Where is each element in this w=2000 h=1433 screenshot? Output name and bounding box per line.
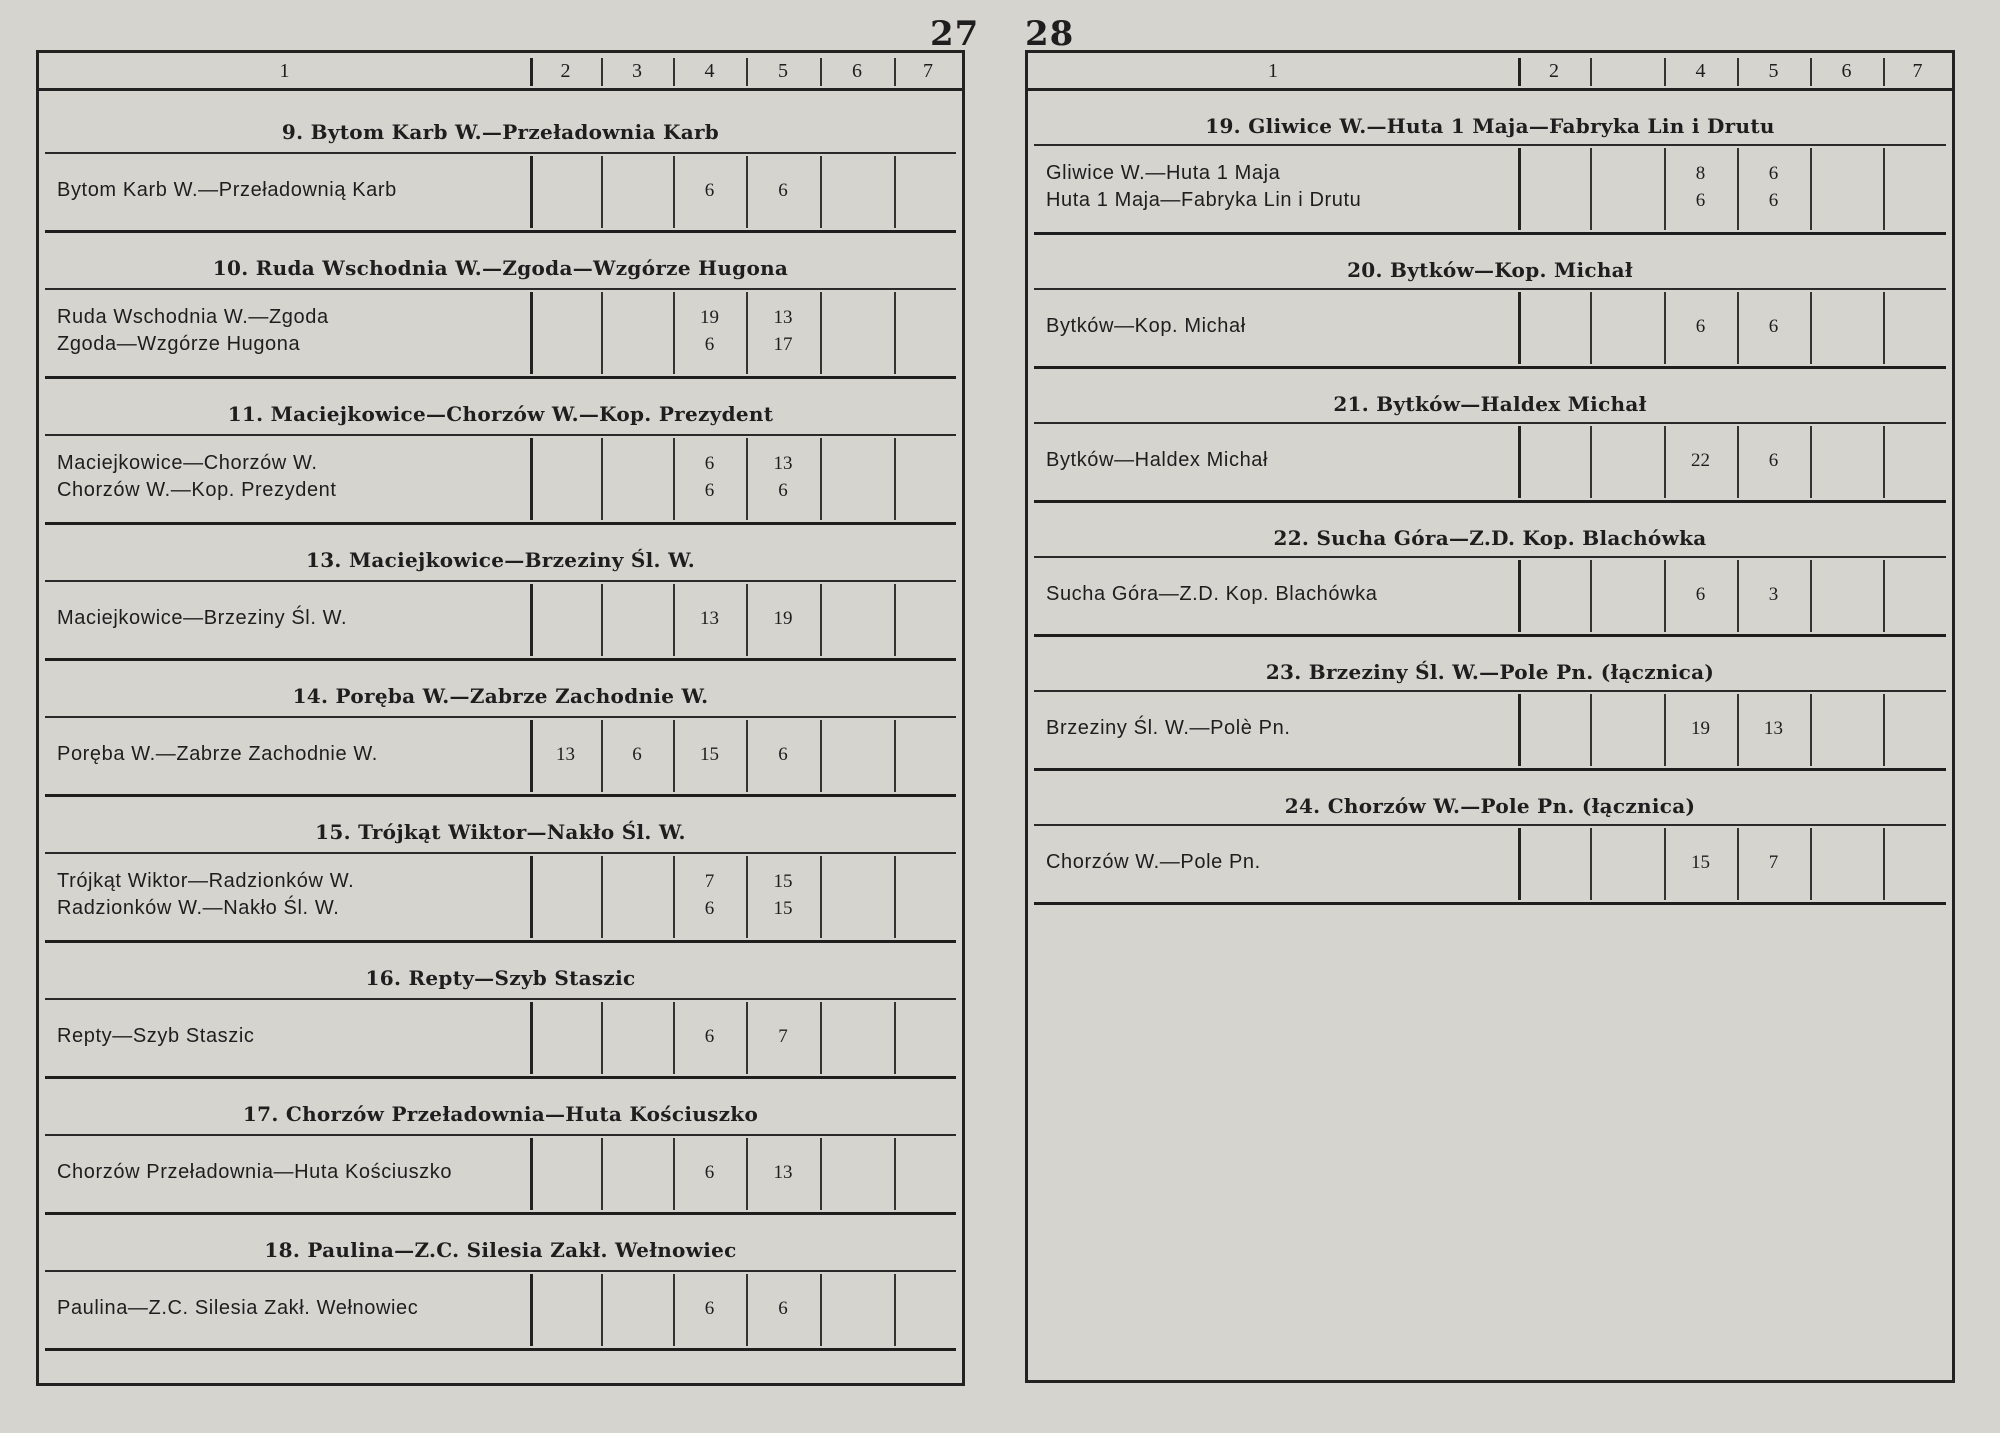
- header-divider: [601, 58, 603, 86]
- value-col4: 6: [704, 898, 715, 919]
- column-divider: [1883, 292, 1885, 364]
- section-bottom-rule: [1034, 634, 1946, 637]
- column-header-2: 2: [1549, 60, 1559, 82]
- column-divider: [1518, 828, 1521, 900]
- column-divider: [1810, 828, 1812, 900]
- column-divider: [894, 292, 896, 374]
- column-header-6: 6: [852, 60, 862, 82]
- section-rule: [1034, 556, 1946, 558]
- column-divider: [1590, 694, 1592, 766]
- column-divider: [530, 438, 533, 520]
- column-divider: [601, 1138, 603, 1210]
- column-divider: [820, 438, 822, 520]
- column-divider: [820, 1274, 822, 1346]
- value-col5: 13: [773, 307, 793, 328]
- section-bottom-rule: [45, 230, 956, 233]
- column-divider: [673, 438, 675, 520]
- route-segment: Ruda Wschodnia W.—Zgoda: [57, 306, 329, 328]
- column-divider: [673, 1274, 675, 1346]
- column-divider: [1590, 148, 1592, 230]
- column-divider: [820, 584, 822, 656]
- section-title: 13. Maciejkowice—Brzeziny Śl. W.: [306, 548, 695, 572]
- value-col4: 19: [700, 307, 719, 328]
- column-divider: [820, 856, 822, 938]
- section-rule: [1034, 144, 1946, 146]
- value-col4: 19: [1691, 717, 1710, 739]
- column-header-2: 2: [560, 60, 571, 82]
- route-segment: Poręba W.—Zabrze Zachodnie W.: [57, 742, 378, 765]
- value-col4: 6: [1695, 583, 1706, 605]
- value-col4: 6: [704, 453, 715, 474]
- section-title: 14. Poręba W.—Zabrze Zachodnie W.: [292, 684, 709, 708]
- column-divider: [1664, 426, 1666, 498]
- header-divider: [746, 58, 748, 86]
- column-divider: [1518, 694, 1521, 766]
- column-divider: [1810, 426, 1812, 498]
- column-divider: [1664, 148, 1666, 230]
- column-header-1: 1: [1268, 60, 1278, 82]
- column-divider: [746, 1002, 748, 1074]
- route-segment: Bytków—Kop. Michał: [1046, 314, 1246, 337]
- section-bottom-rule: [1034, 902, 1946, 905]
- route-segment: Chorzów Przeładownia—Huta Kościuszko: [57, 1160, 453, 1183]
- route-segment: Maciejkowice—Chorzów W.: [57, 452, 318, 474]
- route-segment: Chorzów W.—Kop. Prezydent: [57, 479, 337, 501]
- column-divider: [601, 856, 603, 938]
- column-divider: [601, 156, 603, 228]
- column-divider: [746, 856, 748, 938]
- column-divider: [673, 156, 675, 228]
- left-column-header: [39, 56, 962, 91]
- route-segment: Repty—Szyb Staszic: [57, 1024, 255, 1047]
- column-divider: [673, 584, 675, 656]
- column-divider: [894, 584, 896, 656]
- column-divider: [746, 1274, 748, 1346]
- value-col5: 19: [773, 607, 793, 629]
- value-col5: 13: [773, 453, 793, 474]
- route-segment: Radzionków W.—Nakło Śl. W.: [57, 897, 340, 919]
- column-divider: [1518, 560, 1521, 632]
- section-rule: [1034, 288, 1946, 290]
- value-col5: 15: [773, 871, 793, 892]
- column-divider: [530, 1274, 533, 1346]
- column-divider: [894, 1138, 896, 1210]
- header-divider: [820, 58, 822, 86]
- section-bottom-rule: [45, 1348, 956, 1351]
- value-col4: 8: [1695, 163, 1706, 184]
- column-divider: [1737, 292, 1739, 364]
- column-divider: [530, 720, 533, 792]
- route-segment: Brzeziny Śl. W.—Polè Pn.: [1046, 716, 1291, 739]
- column-header-5: 5: [1768, 60, 1779, 82]
- route-segment: Gliwice W.—Huta 1 Maja: [1046, 162, 1281, 184]
- route-segment: Paulina—Z.C. Silesia Zakł. Wełnowiec: [57, 1296, 419, 1319]
- route-segment: Zgoda—Wzgórze Hugona: [57, 333, 301, 355]
- value-col4: 13: [700, 607, 719, 629]
- section-title: 17. Chorzów Przeładownia—Huta Kościuszko: [242, 1102, 759, 1126]
- value-col4: 6: [704, 179, 715, 201]
- column-divider: [1590, 292, 1592, 364]
- value-col5: 6: [1768, 163, 1779, 184]
- column-divider: [530, 156, 533, 228]
- section-rule: [45, 716, 956, 718]
- value-col5: 6: [1768, 449, 1779, 471]
- section-rule: [45, 434, 956, 436]
- section-bottom-rule: [45, 658, 956, 661]
- route-segment: Maciejkowice—Brzeziny Śl. W.: [57, 606, 348, 629]
- column-divider: [1590, 828, 1592, 900]
- column-divider: [894, 1274, 896, 1346]
- section-bottom-rule: [45, 940, 956, 943]
- value-col4: 6: [704, 480, 715, 501]
- column-divider: [1518, 292, 1521, 364]
- value-col5: 17: [773, 334, 793, 355]
- section-bottom-rule: [1034, 500, 1946, 503]
- value-col5: 6: [778, 1297, 788, 1319]
- column-divider: [530, 292, 533, 374]
- column-divider: [1810, 148, 1812, 230]
- value-col4: 6: [704, 334, 715, 355]
- column-divider: [1737, 560, 1739, 632]
- column-divider: [530, 584, 533, 656]
- route-segment: Trójkąt Wiktor—Radzionków W.: [57, 870, 355, 892]
- route-segment: Sucha Góra—Z.D. Kop. Blachówka: [1046, 582, 1378, 605]
- value-col5: 13: [1764, 717, 1783, 739]
- section-rule: [1034, 690, 1946, 692]
- column-divider: [1664, 828, 1666, 900]
- column-divider: [820, 292, 822, 374]
- column-divider: [1810, 560, 1812, 632]
- section-rule: [45, 288, 956, 290]
- value-col4: 7: [704, 871, 715, 892]
- section-rule: [1034, 824, 1946, 826]
- column-header-1: 1: [279, 60, 290, 82]
- section-title: 10. Ruda Wschodnia W.—Zgoda—Wzgórze Hugona: [212, 256, 789, 280]
- section-title: 20. Bytków—Kop. Michał: [1347, 258, 1633, 282]
- section-rule: [45, 580, 956, 582]
- column-header-3: 3: [632, 60, 642, 82]
- header-divider: [530, 58, 533, 86]
- section-title: 15. Trójkąt Wiktor—Nakło Śl. W.: [315, 820, 686, 844]
- column-header-5: 5: [778, 60, 788, 82]
- route-segment: Bytków—Haldex Michał: [1046, 448, 1269, 471]
- column-divider: [1737, 148, 1739, 230]
- value-col2: 13: [556, 743, 575, 765]
- value-col4: 22: [1691, 449, 1710, 471]
- header-divider: [1883, 58, 1885, 86]
- column-divider: [601, 584, 603, 656]
- column-divider: [1883, 560, 1885, 632]
- value-col4: 6: [1695, 315, 1706, 337]
- value-col5: 6: [778, 480, 788, 501]
- left-page-table: [36, 50, 965, 1386]
- section-rule: [45, 852, 956, 854]
- column-divider: [894, 1002, 896, 1074]
- column-header-4: 4: [1695, 60, 1706, 82]
- column-divider: [1664, 560, 1666, 632]
- section-bottom-rule: [45, 1212, 956, 1215]
- column-header-4: 4: [704, 60, 715, 82]
- section-rule: [45, 998, 956, 1000]
- column-divider: [1664, 292, 1666, 364]
- column-divider: [746, 584, 748, 656]
- value-col5: 6: [1768, 190, 1779, 211]
- section-title: 24. Chorzów W.—Pole Pn. (łącznica): [1284, 794, 1696, 818]
- section-bottom-rule: [45, 376, 956, 379]
- column-divider: [1518, 426, 1521, 498]
- column-divider: [1810, 292, 1812, 364]
- value-col4: 6: [1695, 190, 1706, 211]
- header-divider: [1737, 58, 1739, 86]
- value-col5: 6: [778, 743, 788, 765]
- column-divider: [1810, 694, 1812, 766]
- section-bottom-rule: [1034, 232, 1946, 235]
- route-segment: Bytom Karb W.—Przeładownią Karb: [57, 178, 397, 201]
- header-divider: [673, 58, 675, 86]
- column-divider: [601, 438, 603, 520]
- column-divider: [746, 292, 748, 374]
- column-divider: [673, 292, 675, 374]
- column-divider: [530, 1002, 533, 1074]
- column-divider: [746, 438, 748, 520]
- header-divider: [1590, 58, 1592, 86]
- column-divider: [673, 720, 675, 792]
- section-title: 16. Repty—Szyb Staszic: [365, 966, 636, 990]
- value-col4: 15: [700, 743, 719, 765]
- column-divider: [894, 438, 896, 520]
- section-rule: [1034, 422, 1946, 424]
- column-divider: [673, 856, 675, 938]
- left-page-number: 27: [930, 14, 980, 54]
- column-divider: [1737, 426, 1739, 498]
- column-divider: [601, 1274, 603, 1346]
- column-divider: [746, 720, 748, 792]
- section-bottom-rule: [45, 522, 956, 525]
- column-divider: [601, 292, 603, 374]
- section-bottom-rule: [1034, 366, 1946, 369]
- column-divider: [894, 156, 896, 228]
- right-page-table: [1025, 50, 1955, 1383]
- header-divider: [894, 58, 896, 86]
- right-column-header: [1028, 56, 1952, 91]
- route-segment: Huta 1 Maja—Fabryka Lin i Drutu: [1046, 189, 1362, 211]
- header-divider: [1664, 58, 1666, 86]
- section-rule: [45, 1134, 956, 1136]
- column-divider: [746, 1138, 748, 1210]
- right-page-number: 28: [1025, 14, 1075, 54]
- column-divider: [1737, 694, 1739, 766]
- column-divider: [1737, 828, 1739, 900]
- section-title: 18. Paulina—Z.C. Silesia Zakł. Wełnowiec: [264, 1238, 737, 1262]
- column-divider: [894, 720, 896, 792]
- column-divider: [1883, 828, 1885, 900]
- value-col5: 6: [1768, 315, 1779, 337]
- section-title: 23. Brzeziny Śl. W.—Pole Pn. (łącznica): [1265, 660, 1715, 684]
- value-col5: 13: [773, 1161, 793, 1183]
- section-rule: [45, 1270, 956, 1272]
- column-divider: [746, 156, 748, 228]
- section-bottom-rule: [45, 1076, 956, 1079]
- value-col5: 3: [1768, 583, 1779, 605]
- value-col4: 6: [704, 1025, 715, 1047]
- value-col5: 7: [778, 1025, 788, 1047]
- column-divider: [820, 720, 822, 792]
- value-col4: 6: [704, 1297, 715, 1319]
- column-divider: [820, 1002, 822, 1074]
- column-divider: [1518, 148, 1521, 230]
- column-divider: [1883, 148, 1885, 230]
- header-divider: [1518, 58, 1521, 86]
- section-title: 9. Bytom Karb W.—Przeładownia Karb: [281, 120, 720, 144]
- column-divider: [1883, 426, 1885, 498]
- column-divider: [1664, 694, 1666, 766]
- column-divider: [820, 156, 822, 228]
- column-divider: [530, 1138, 533, 1210]
- section-rule: [45, 152, 956, 154]
- column-divider: [820, 1138, 822, 1210]
- column-divider: [601, 720, 603, 792]
- section-title: 19. Gliwice W.—Huta 1 Maja—Fabryka Lin i Drutu: [1205, 114, 1775, 138]
- value-col5: 6: [778, 179, 788, 201]
- section-title: 11. Maciejkowice—Chorzów W.—Kop. Prezydent: [227, 402, 774, 426]
- column-divider: [673, 1138, 675, 1210]
- column-divider: [1883, 694, 1885, 766]
- column-divider: [530, 856, 533, 938]
- value-col4: 15: [1691, 851, 1710, 873]
- value-col5: 15: [773, 898, 793, 919]
- section-title: 22. Sucha Góra—Z.D. Kop. Blachówka: [1273, 526, 1707, 550]
- header-divider: [1810, 58, 1812, 86]
- section-bottom-rule: [45, 794, 956, 797]
- section-title: 21. Bytków—Haldex Michał: [1333, 392, 1647, 416]
- route-segment: Chorzów W.—Pole Pn.: [1046, 850, 1261, 873]
- column-divider: [1590, 426, 1592, 498]
- column-header-7: 7: [923, 60, 933, 82]
- value-col5: 7: [1768, 851, 1779, 873]
- column-divider: [673, 1002, 675, 1074]
- section-bottom-rule: [1034, 768, 1946, 771]
- value-col3: 6: [632, 743, 642, 765]
- column-divider: [601, 1002, 603, 1074]
- column-divider: [1590, 560, 1592, 632]
- column-header-7: 7: [1912, 60, 1923, 82]
- column-header-6: 6: [1841, 60, 1852, 82]
- value-col4: 6: [704, 1161, 715, 1183]
- column-divider: [894, 856, 896, 938]
